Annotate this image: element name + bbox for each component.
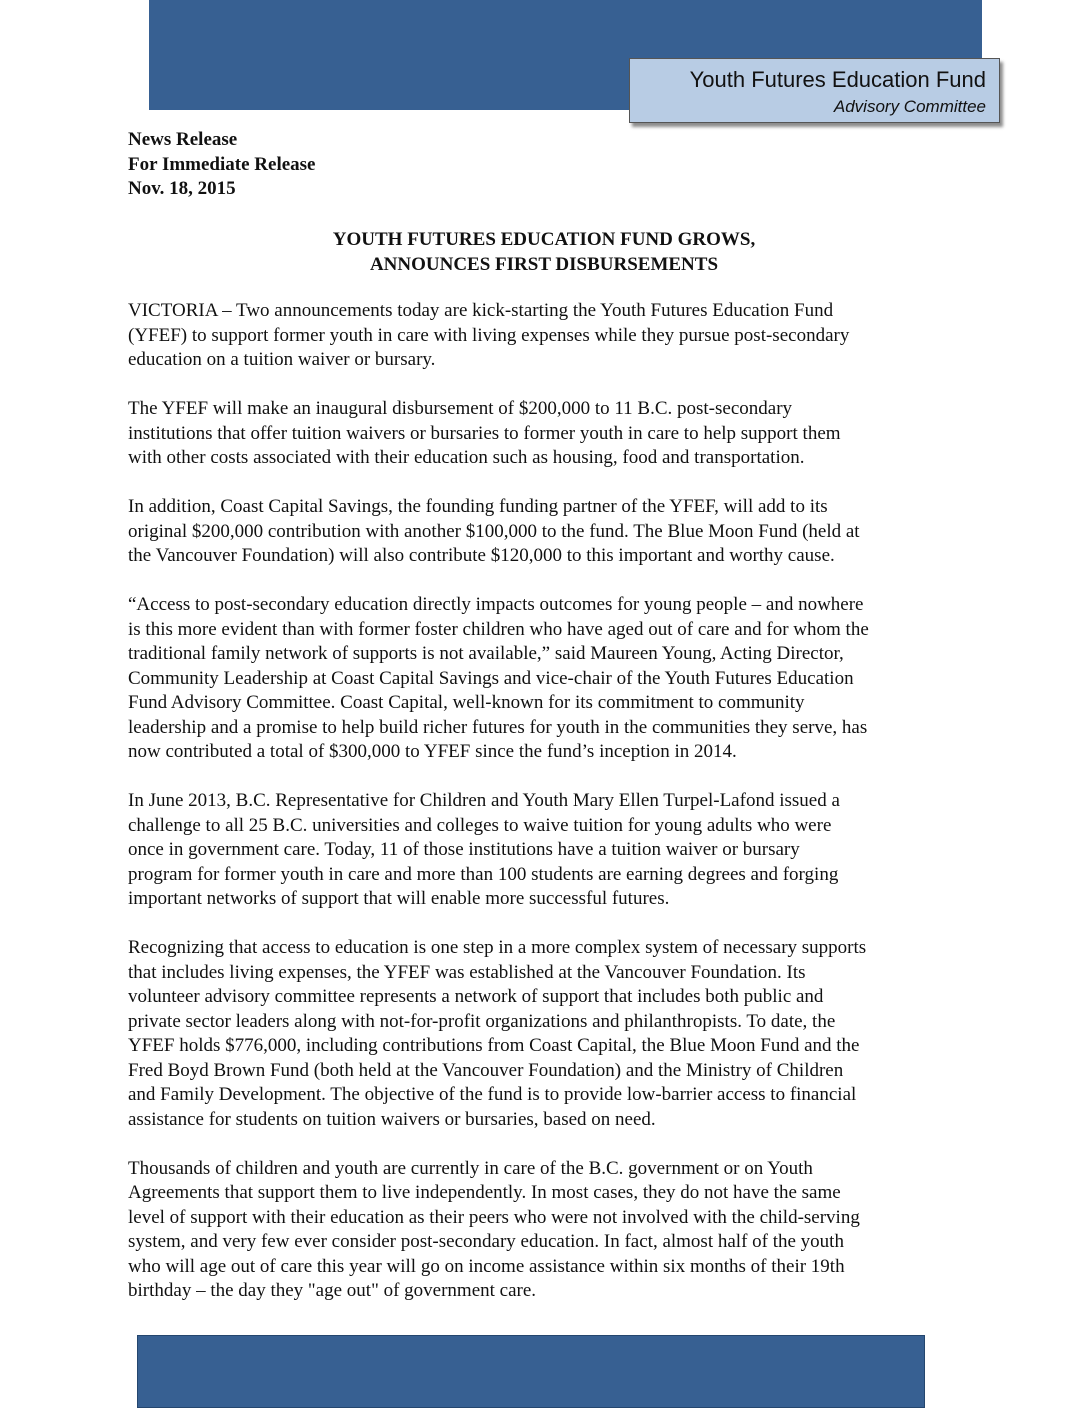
body-paragraph <box>128 593 966 765</box>
paragraph-line: VICTORIA – Two announcements today are kick-starting the Youth Futures Education Fund <box>128 300 834 321</box>
footer-band <box>137 1335 925 1408</box>
body-paragraph <box>128 495 966 569</box>
paragraph-line: is this more evident than with former foster children who have aged out of care and for whom the <box>128 618 869 640</box>
paragraph-line: (YFEF) to support former youth in care with living expenses while they pursue post-secondary <box>128 324 850 346</box>
paragraph-line: challenge to all 25 B.C. universities and colleges to waive tuition for young adults who were <box>128 814 832 836</box>
body-paragraph <box>128 789 966 912</box>
paragraph-line: “Access to post-secondary education directly impacts outcomes for young people – and nowhere <box>128 594 864 615</box>
headline-line-1: YOUTH FUTURES EDUCATION FUND GROWS, <box>332 229 756 250</box>
paragraph-line: In addition, Coast Capital Savings, the founding funding partner of the YFEF, will add to its <box>128 496 828 517</box>
release-date: Nov. 18, 2015 <box>128 178 236 199</box>
body-paragraph <box>128 936 966 1132</box>
paragraph-line: original $200,000 contribution with another $100,000 to the fund. The Blue Moon Fund (held at <box>128 520 860 542</box>
paragraph-line: Thousands of children and youth are currently in care of the B.C. government or on Youth <box>128 1157 813 1179</box>
paragraph-line: leadership and a promise to help build richer futures for youth in the communities they serve, has <box>128 716 868 738</box>
paragraph-line: important networks of support that will enable more successful futures. <box>128 888 670 909</box>
paragraph-line: Community Leadership at Coast Capital Savings and vice-chair of the Youth Futures Education <box>128 667 854 689</box>
paragraph-line: with other costs associated with their education such as housing, food and transportation. <box>128 447 805 468</box>
body-paragraph <box>128 397 966 471</box>
paragraph-line: In June 2013, B.C. Representative for Children and Youth Mary Ellen Turpel-Lafond issued a <box>128 790 840 811</box>
paragraph-line: YFEF holds $776,000, including contributions from Coast Capital, the Blue Moon Fund and the <box>128 1035 860 1056</box>
paragraph-line: assistance for students on tuition waivers or bursaries, based on need. <box>128 1108 656 1130</box>
release-meta <box>128 128 315 202</box>
organization-title-box <box>629 58 1000 123</box>
paragraph-line: education on a tuition waiver or bursary. <box>128 349 436 370</box>
paragraph-line: Agreements that support them to live independently. In most cases, they do not have the same <box>128 1182 841 1203</box>
headline-line-2: ANNOUNCES FIRST DISBURSEMENTS <box>369 253 719 275</box>
paragraph-line: and Family Development. The objective of the fund is to provide low-barrier access to financial <box>128 1084 857 1105</box>
organization-name: Youth Futures Education Fund <box>689 67 986 92</box>
paragraph-line: Recognizing that access to education is one step in a more complex system of necessary supports <box>128 937 867 958</box>
paragraph-line: system, and very few ever consider post-secondary education. In fact, almost half of the youth <box>128 1231 844 1252</box>
article-body <box>128 299 966 1328</box>
paragraph-line: once in government care. Today, 11 of those institutions have a tuition waiver or bursary <box>128 839 800 860</box>
organization-subtitle: Advisory Committee <box>833 97 986 116</box>
paragraph-line: now contributed a total of $300,000 to YFEF since the fund’s inception in 2014. <box>128 741 737 762</box>
paragraph-line: program for former youth in care and more than 100 students are earning degrees and forging <box>128 863 839 885</box>
release-type: News Release <box>128 129 238 150</box>
headline <box>128 228 960 277</box>
paragraph-line: who will age out of care this year will go on income assistance within six months of their 19th <box>128 1255 845 1277</box>
paragraph-line: Fred Boyd Brown Fund (both held at the Vancouver Foundation) and the Ministry of Children <box>128 1059 844 1081</box>
paragraph-line: private sector leaders along with not-for-profit organizations and philanthropists. To date, the <box>128 1010 836 1032</box>
paragraph-line: traditional family network of supports is not available,” said Maureen Young, Acting Director, <box>128 643 844 664</box>
paragraph-line: The YFEF will make an inaugural disbursement of $200,000 to 11 B.C. post-secondary <box>128 398 793 419</box>
paragraph-line: the Vancouver Foundation) will also contribute $120,000 to this important and worthy cause. <box>128 545 835 566</box>
paragraph-line: birthday – the day they "age out" of government care. <box>128 1280 537 1301</box>
paragraph-line: that includes living expenses, the YFEF was established at the Vancouver Foundation. Its <box>128 961 806 983</box>
body-paragraph <box>128 1157 966 1304</box>
paragraph-line: volunteer advisory committee represents a network of support that includes both public and <box>128 986 824 1007</box>
paragraph-line: Fund Advisory Committee. Coast Capital, well-known for its commitment to community <box>128 692 805 713</box>
paragraph-line: institutions that offer tuition waivers or bursaries to former youth in care to help support them <box>128 422 841 444</box>
body-paragraph <box>128 299 966 373</box>
release-timing: For Immediate Release <box>128 153 316 175</box>
paragraph-line: level of support with their education as their peers who were not involved with the child-serving <box>128 1206 860 1228</box>
